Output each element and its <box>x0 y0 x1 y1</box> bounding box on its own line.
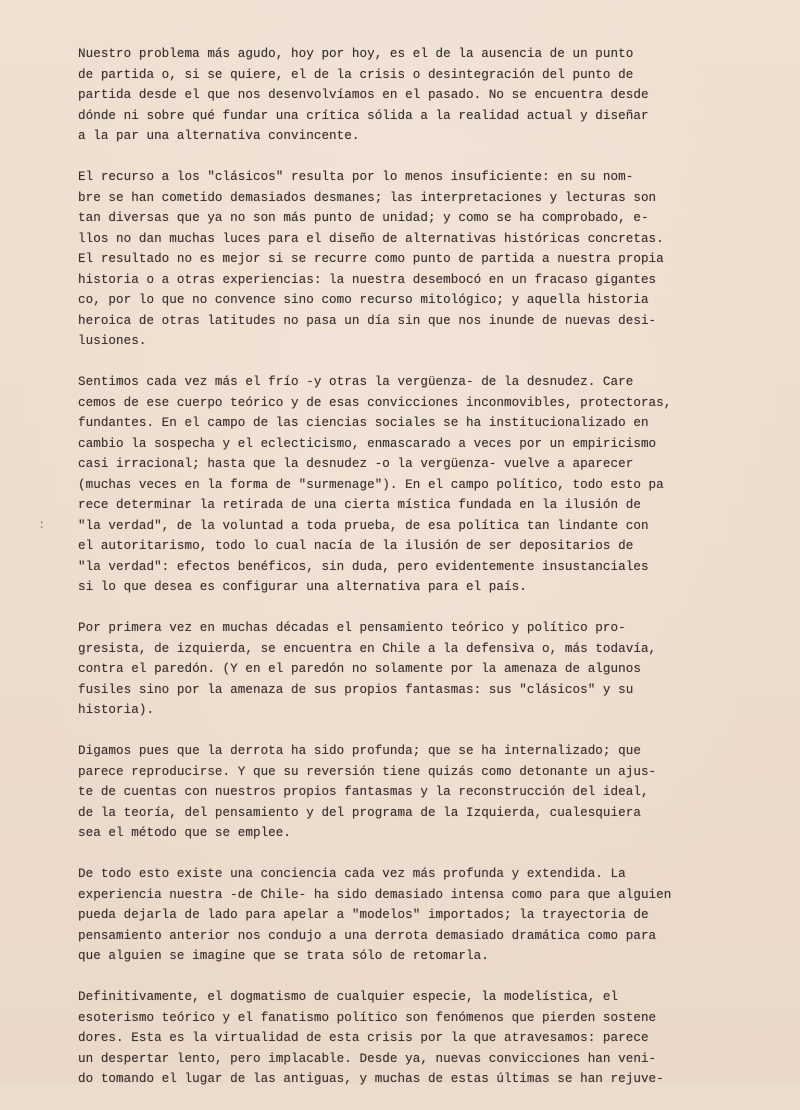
paragraph-2 <box>78 167 778 352</box>
paragraph-3 <box>78 372 778 598</box>
document-body <box>78 44 778 1110</box>
margin-mark: : <box>38 518 46 532</box>
text-line: casi irracional; hasta que la desnudez -o la vergüenza- vuelve a aparecer <box>78 457 634 471</box>
text-line: tan diversas que ya no son más punto de unidad; y como se ha comprobado, e- <box>78 211 649 225</box>
text-line: Sentimos cada vez más el frío -y otras la vergüenza- de la desnudez. Care <box>78 375 634 389</box>
text-line: cambio la sospecha y el eclecticismo, enmascarado a veces por un empiricismo <box>78 436 657 451</box>
text-line: el autoritarismo, todo lo cual nacía de la ilusión de ser depositarios de <box>78 539 634 553</box>
text-line: de la teoría, del pensamiento y del programa de la Izquierda, cualesquiera <box>78 805 641 820</box>
text-line: "la verdad", de la voluntad a toda prueba, de esa política tan lindante con <box>78 518 649 533</box>
text-line: De todo esto existe una conciencia cada vez más profunda y extendida. La <box>78 867 626 881</box>
text-line: llos no dan muchas luces para el diseño de alternativas históricas concretas. <box>78 231 664 246</box>
text-line: "la verdad": efectos benéficos, sin duda, pero evidentemente insustanciales <box>78 559 649 574</box>
paragraph-7 <box>78 987 778 1090</box>
text-line: historia). <box>78 703 155 717</box>
text-line: a la par una alternativa convincente. <box>78 129 360 143</box>
text-line: rece determinar la retirada de una cierta mística fundada en la ilusión de <box>78 498 641 512</box>
text-line: co, por lo que no convence sino como recurso mitológico; y aquella historia <box>78 293 649 307</box>
text-line: historia o a otras experiencias: la nuestra desembocó en un fracaso gigantes <box>78 272 657 287</box>
text-line: contra el paredón. (Y en el paredón no solamente por la amenaza de algunos <box>78 662 641 676</box>
paragraph-4 <box>78 618 778 721</box>
text-line: Por primera vez en muchas décadas el pensamiento teórico y político pro- <box>78 621 626 635</box>
text-line: heroica de otras latitudes no pasa un día sin que nos inunde de nuevas desi- <box>78 313 657 328</box>
text-line: partida desde el que nos desenvolvíamos en el pasado. No se encuentra desde <box>78 88 649 102</box>
text-line: dores. Esta es la virtualidad de esta crisis por la que atravesamos: parece <box>78 1031 649 1045</box>
text-line: te de cuentas con nuestros propios fantasmas y la reconstrucción del ideal, <box>78 785 649 799</box>
text-line: El resultado no es mejor si se recurre como punto de partida a nuestra propia <box>78 252 664 266</box>
text-line: parece reproducirse. Y que su reversión tiene quizás como detonante un ajus- <box>78 764 657 779</box>
text-line: cemos de ese cuerpo teórico y de esas convicciones inconmovibles, protectoras, <box>78 395 672 410</box>
text-line: que alguien se imagine que se trata sólo de retomarla. <box>78 949 489 963</box>
text-line: de partida o, si se quiere, el de la crisis o desintegración del punto de <box>78 67 634 82</box>
text-line: fundantes. En el campo de las ciencias sociales se ha institucionalizado en <box>78 416 649 430</box>
text-line: esoterismo teórico y el fanatismo político son fenómenos que pierden sostene <box>78 1010 657 1025</box>
text-line: pueda dejarla de lado para apelar a "modelos" importados; la trayectoria de <box>78 908 649 922</box>
text-line: Digamos pues que la derrota ha sido profunda; que se ha internalizado; que <box>78 744 641 758</box>
paragraph-1 <box>78 44 778 147</box>
text-line: bre se han cometido demasiados desmanes; las interpretaciones y lecturas son <box>78 190 657 205</box>
text-line: gresista, de izquierda, se encuentra en Chile a la defensiva o, más todavía, <box>78 641 657 656</box>
text-line: sea el método que se emplee. <box>78 826 292 840</box>
paragraph-6 <box>78 864 778 967</box>
text-line: si lo que desea es configurar una alternativa para el país. <box>78 580 527 594</box>
text-line: fusiles sino por la amenaza de sus propios fantasmas: sus "clásicos" y su <box>78 682 634 697</box>
paragraph-5 <box>78 741 778 844</box>
text-line: dónde ni sobre qué fundar una crítica sólida a la realidad actual y diseñar <box>78 108 649 123</box>
text-line: Nuestro problema más agudo, hoy por hoy, es el de la ausencia de un punto <box>78 47 634 61</box>
text-line: experiencia nuestra -de Chile- ha sido demasiado intensa como para que alguien <box>78 887 672 902</box>
text-line: Definitivamente, el dogmatismo de cualquier especie, la modelística, el <box>78 990 619 1004</box>
text-line: pensamiento anterior nos condujo a una derrota demasiado dramática como para <box>78 928 657 943</box>
text-line: lusiones. <box>78 334 147 348</box>
text-line: (muchas veces en la forma de "surmenage"). En el campo político, todo esto pa <box>78 477 664 492</box>
text-line: un despertar lento, pero implacable. Desde ya, nuevas convicciones han veni- <box>78 1051 657 1066</box>
text-line: El recurso a los "clásicos" resulta por lo menos insuficiente: en su nom- <box>78 170 634 184</box>
text-line: do tomando el lugar de las antiguas, y muchas de estas últimas se han rejuve- <box>78 1072 664 1086</box>
